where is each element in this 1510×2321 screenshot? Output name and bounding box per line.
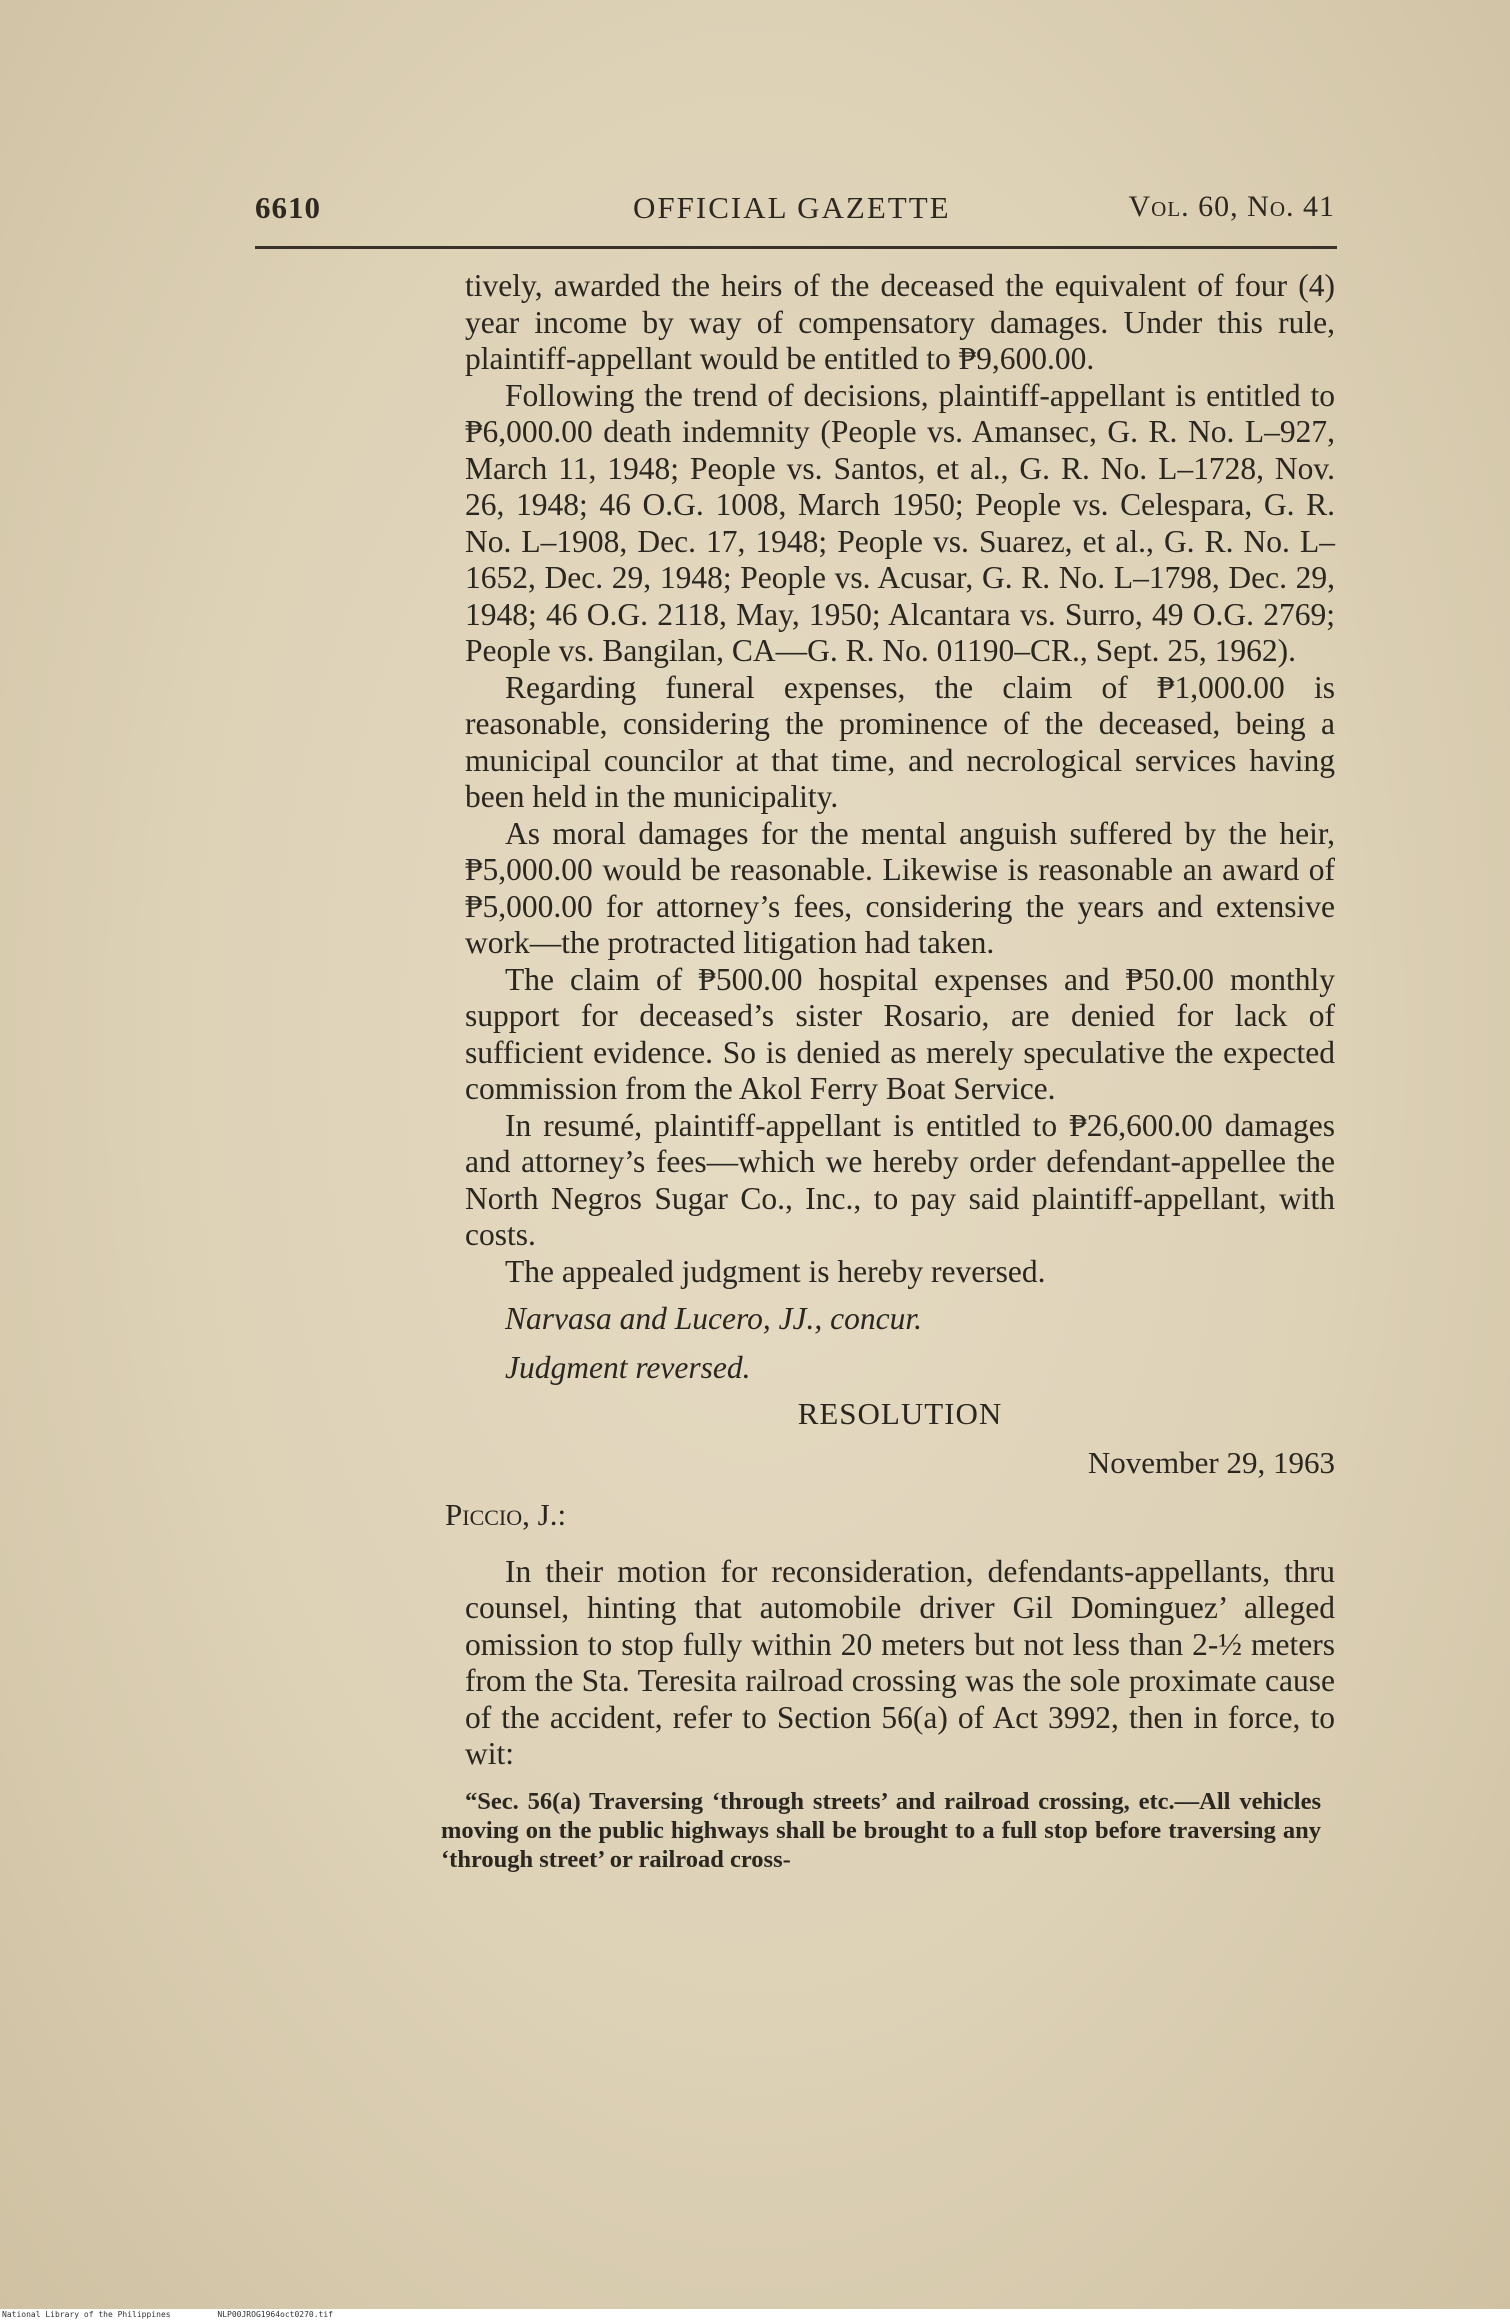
author-name: Piccio, J.: xyxy=(445,1497,567,1532)
decision-text xyxy=(441,268,1335,1874)
resolution-heading: RESOLUTION xyxy=(797,1396,1003,1431)
paragraph: The appealed judgment is hereby reversed. xyxy=(505,1253,1046,1289)
running-title: OFFICIAL GAZETTE xyxy=(633,190,951,225)
resolution-author xyxy=(445,1497,1335,1534)
statute-quote: “Sec. 56(a) Traversing ‘through streets’ and railroad crossing, etc.—All vehicles moving on the public highways shall be brought to a full stop before traversing any ‘through street’ or railroad cross- xyxy=(441,1787,1321,1873)
judgment-text: Judgment reversed. xyxy=(505,1349,751,1385)
paragraph: Following the trend of decisions, plaintiff-appellant is entitled to ₱6,000.00 death indemnity (People vs. Amansec, G. R. No. L–927, March 11, 1948; People vs. Santos, et al., G. R. No. L–1728, Nov. 26, 1948; 46 O.G. 1008, March 1950; People vs. Celespara, G. R. No. L–1908, Dec. 17, 1948; People vs. Suarez, et al., G. R. No. L–1652, Dec. 29, 1948; People vs. Acusar, G. R. No. L–1798, Dec. 29, 1948; 46 O.G. 2118, May, 1950; Alcantara vs. Surro, 49 O.G. 2769; People vs. Bangilan, CA—G. R. No. 01190–CR., Sept. 25, 1962). xyxy=(465,377,1335,668)
judgment-line xyxy=(465,1350,1335,1387)
page-header xyxy=(255,190,1335,240)
paragraph: As moral damages for the mental anguish suffered by the heir, ₱5,000.00 would be reasonable. Likewise is reasonable an award of ₱5,000.00 for attorney’s fees, considering the years and extensive work—the protracted litigation had taken. xyxy=(465,815,1335,960)
resolution-date: November 29, 1963 xyxy=(1087,1444,1335,1480)
concurrence-text: Narvasa and Lucero, JJ., concur. xyxy=(505,1301,923,1336)
concurrence-line xyxy=(465,1301,1335,1338)
paragraph: In their motion for reconsideration, defendants-appellants, thru counsel, hinting that automobile driver Gil Dominguez’ alleged omission to stop fully within 20 meters but not less than 2-½ meters from the Sta. Teresita railroad crossing was the sole proximate cause of the accident, refer to Section 56(a) of Act 3992, then in force, to wit: xyxy=(465,1553,1335,1771)
paragraph: The claim of ₱500.00 hospital expenses and ₱50.00 monthly support for deceased’s sister Rosario, are denied for lack of sufficient evidence. So is denied as merely speculative the expected commission from the Akol Ferry Boat Service. xyxy=(465,961,1335,1106)
paragraph: tively, awarded the heirs of the deceased the equivalent of four (4) year income by way of compensatory damages. Under this rule, plaintiff-appellant would be entitled to ₱9,600.00. xyxy=(465,268,1335,376)
volume-number: Vol. 60, No. 41 xyxy=(1128,190,1335,223)
header-rule xyxy=(255,246,1337,249)
library-credit: National Library of the Philippines xyxy=(2,2310,171,2319)
scan-footer xyxy=(0,2309,1510,2321)
paragraph: Regarding funeral expenses, the claim of ₱1,000.00 is reasonable, considering the prominence of the deceased, being a municipal councilor at that time, and necrological services having been held in the municipality. xyxy=(465,669,1335,814)
paragraph: In resumé, plaintiff-appellant is entitled to ₱26,600.00 damages and attorney’s fees—which we hereby order defendant-appellee the North Negros Sugar Co., Inc., to pay said plaintiff-appellant, with costs. xyxy=(465,1107,1335,1252)
page-number: 6610 xyxy=(255,190,321,225)
scan-filename: NLP00JROG1964oct0270.tif xyxy=(217,2310,333,2319)
